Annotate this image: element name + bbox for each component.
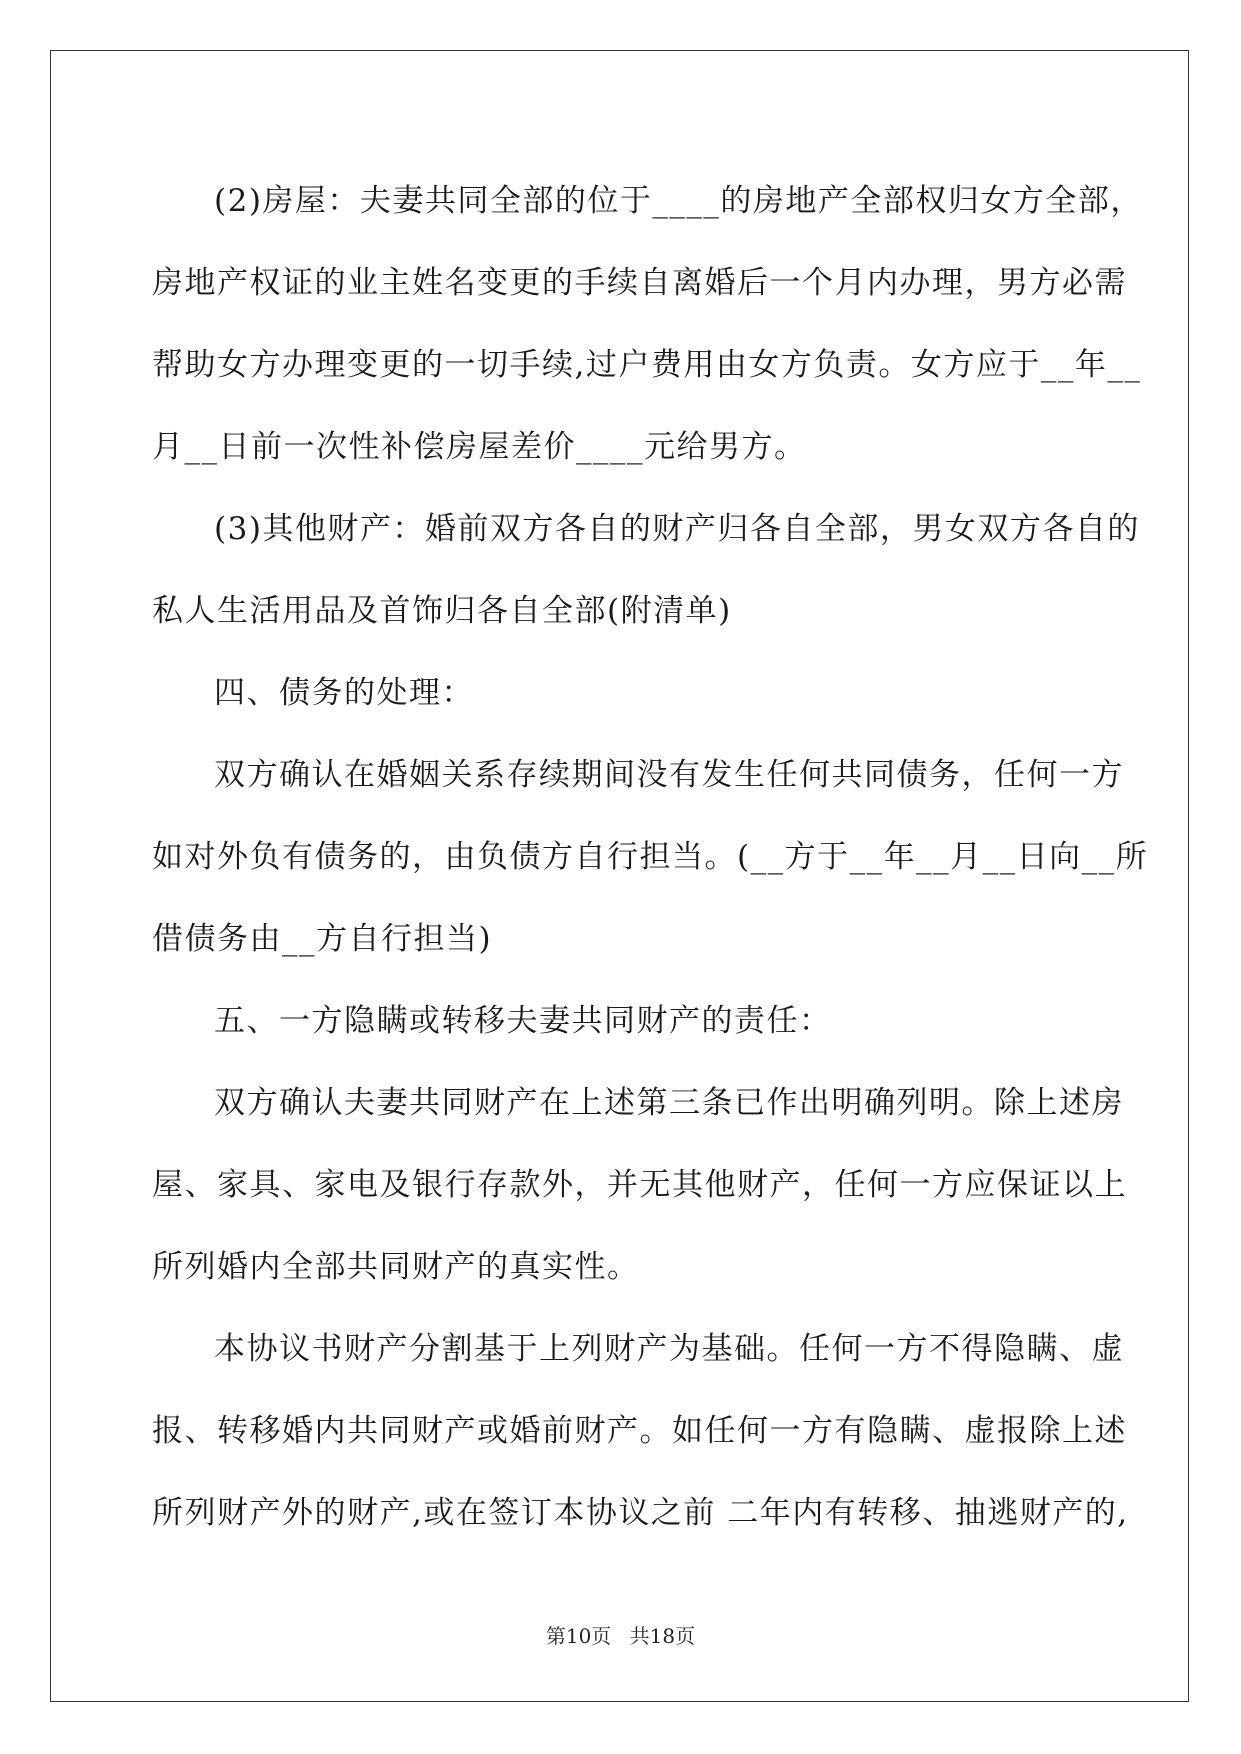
text-line (152, 570, 1089, 652)
line-text: 私人生活用品及首饰归各自全部(附清单) (152, 593, 732, 629)
line-text: 借债务由__方自行担当) (152, 921, 493, 957)
line-text: (3)其他财产：婚前双方各自的财产归各自全部，男女双方各自的 (214, 511, 1140, 547)
paragraph (152, 652, 1089, 734)
text-line (152, 816, 1149, 898)
paragraph (152, 734, 1149, 980)
text-line (152, 242, 1127, 324)
text-line (152, 1472, 1129, 1554)
line-text: 本协议书财产分割基于上列财产为基础。任何一方不得隐瞒、虚 (214, 1331, 1124, 1367)
text-line (152, 324, 1142, 406)
paragraph (152, 160, 1143, 488)
text-line (152, 980, 1089, 1062)
text-line (152, 1226, 1089, 1308)
line-text: 月__日前一次性补偿房屋差价____元给男方。 (152, 429, 807, 465)
page-total: 共18页 (629, 1624, 696, 1648)
line-text: 房地产权证的业主姓名变更的手续自离婚后一个月内办理，男方必需 (152, 265, 1127, 301)
paragraph (152, 980, 1089, 1062)
paragraph (152, 1062, 1127, 1308)
line-text: 双方确认夫妻共同财产在上述第三条已作出明确列明。除上述房 (214, 1085, 1124, 1121)
text-line (152, 1308, 1124, 1390)
line-text: 帮助女方办理变更的一切手续,过户费用由女方负责。女方应于__年__ (152, 347, 1142, 383)
paragraph (152, 488, 1140, 652)
page-footer (0, 1620, 1241, 1649)
text-line (152, 406, 1089, 488)
line-text: 五、一方隐瞒或转移夫妻共同财产的责任： (214, 1003, 832, 1039)
line-text: 报、转移婚内共同财产或婚前财产。如任何一方有隐瞒、虚报除上述 (152, 1413, 1127, 1449)
line-text: (2)房屋：夫妻共同全部的位于____的房地产全部权归女方全部， (214, 183, 1143, 219)
line-text: 双方确认在婚姻关系存续期间没有发生任何共同债务，任何一方 (214, 757, 1124, 793)
line-text: 如对外负有债务的，由负债方自行担当。(__方于__年__月__日向__所 (152, 839, 1149, 875)
document-body (152, 160, 1149, 1554)
text-line (152, 898, 1089, 980)
paragraph (152, 1308, 1129, 1554)
text-line (152, 160, 1143, 242)
text-line (152, 1062, 1124, 1144)
text-line (152, 652, 1089, 734)
text-line (152, 734, 1124, 816)
line-text: 所列婚内全部共同财产的真实性。 (152, 1249, 640, 1285)
page-number: 第10页 (545, 1624, 612, 1648)
text-line (152, 1144, 1127, 1226)
line-text: 四、债务的处理： (214, 675, 474, 711)
text-line (152, 488, 1140, 570)
line-text: 屋、家具、家电及银行存款外，并无其他财产，任何一方应保证以上 (152, 1167, 1127, 1203)
text-line (152, 1390, 1127, 1472)
line-text: 所列财产外的财产,或在签订本协议之前 二年内有转移、抽逃财产的, (152, 1495, 1129, 1531)
